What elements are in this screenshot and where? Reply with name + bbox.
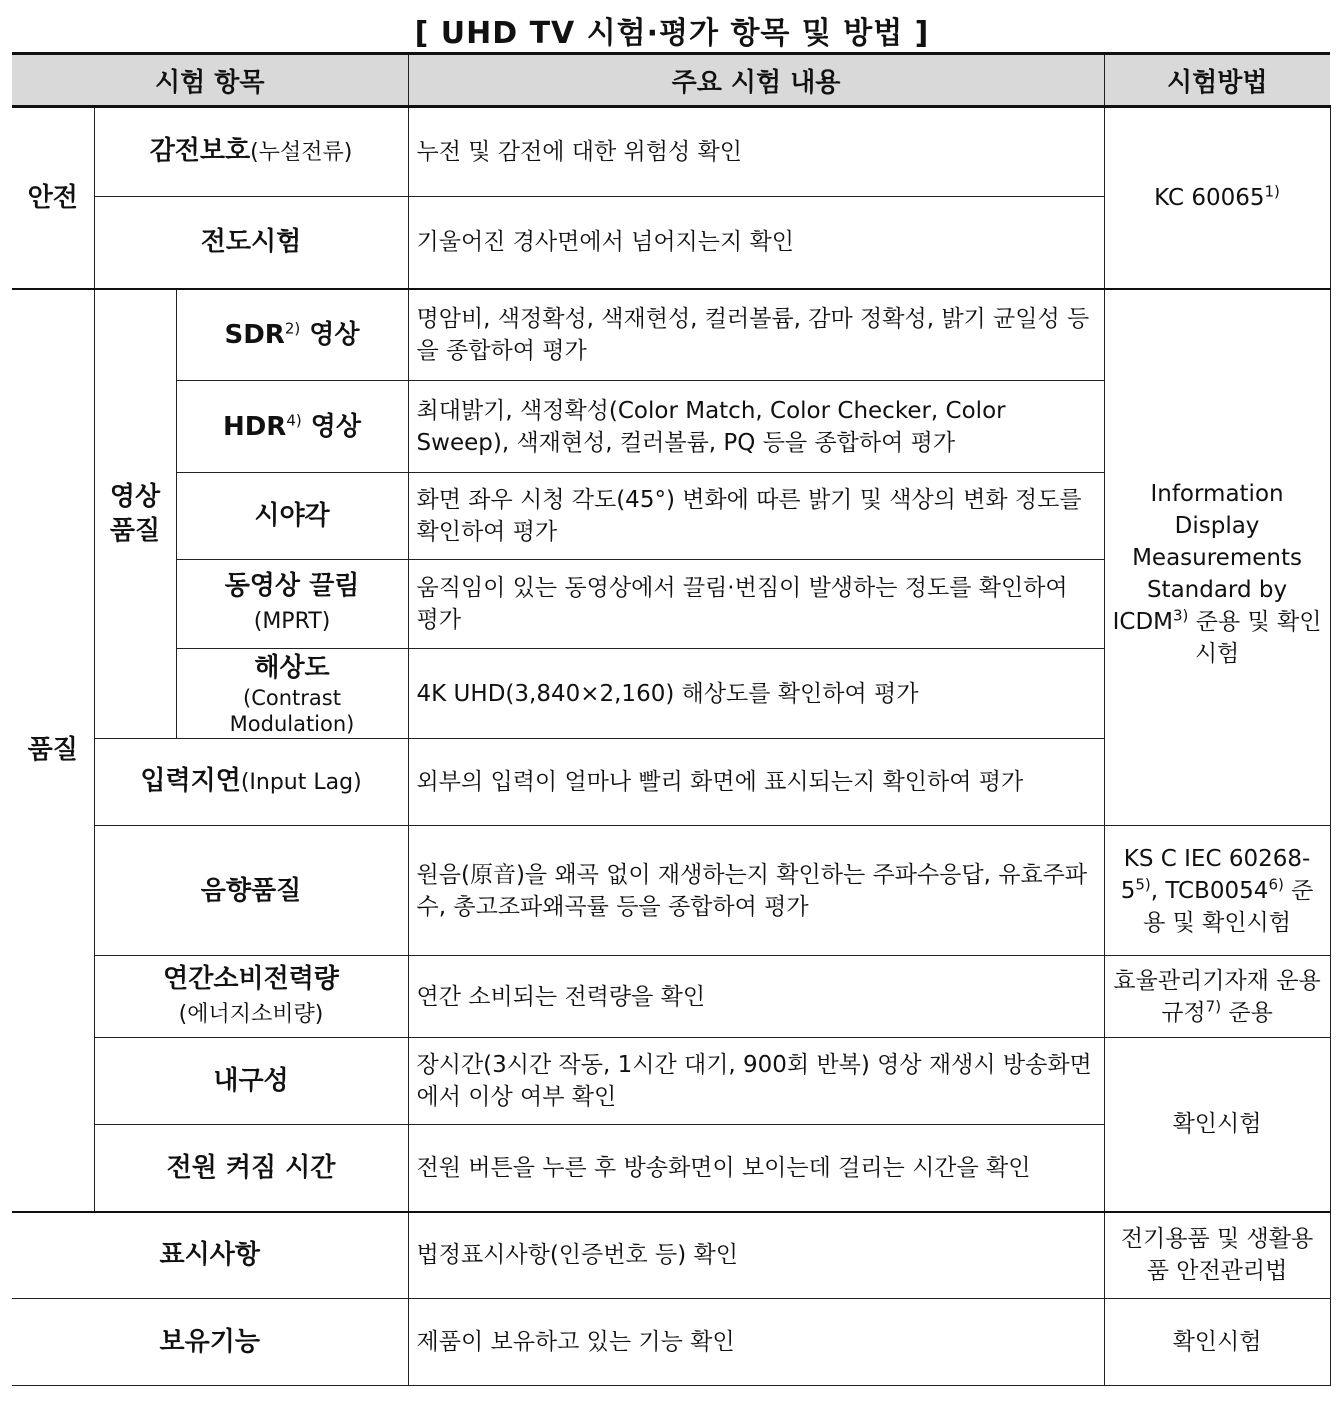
method-confirm: 확인시험 [1104,1038,1330,1212]
method-text: 준용 및 확인시험 [1143,877,1314,936]
method-text: Information Display Measurements Standard by ICDM [1112,480,1302,635]
category-safety: 안전 [12,107,94,289]
item-name: 내구성 [213,1066,289,1096]
footnote-ref: 4) [286,410,302,429]
item-name: 전원 켜짐 시간 [166,1152,336,1183]
method-ks [1104,826,1330,956]
item-hdr [176,381,408,473]
item-labeling [12,1212,408,1299]
page-title: [ UHD TV 시험·평가 항목 및 방법 ] [414,16,930,51]
method-kc [1104,107,1330,289]
item-name: 표시사항 [159,1240,260,1271]
content-hdr: 최대밝기, 색정확성(Color Match, Color Checker, Color Sweep), 색재현성, 컬러볼륨, PQ 등을 종합하여 평가 [408,381,1104,473]
item-power-on [94,1125,408,1212]
method-text: , TCB0054 [1150,877,1269,904]
item-sub: (MPRT) [253,609,331,634]
content-input-lag: 외부의 입력이 얼마나 빨리 화면에 표시되는지 확인하여 평가 [408,739,1104,826]
test-items-table [12,52,1331,1386]
method-text: 준용 [1221,999,1273,1026]
content-sound: 원음(原音)을 왜곡 없이 재생하는지 확인하는 주파수응답, 유효주파수, 총고조파왜곡률 등을 종합하여 평가 [408,826,1104,956]
header-row [12,54,1330,107]
item-sub: (Input Lag) [240,770,362,795]
table-row [12,1212,1330,1299]
category-image-quality: 영상 품질 [94,289,176,739]
content-viewing-angle: 화면 좌우 시청 각도(45°) 변화에 따른 밝기 및 색상의 변화 정도를 확인하여 평가 [408,473,1104,560]
footnote-ref: 1) [1264,182,1280,201]
item-motion-blur [176,560,408,649]
footnote-ref: 3) [1173,605,1189,624]
item-viewing-angle [176,473,408,560]
header-content: 주요 시험 내용 [408,54,1104,107]
method-energy [1104,956,1330,1038]
content-tipover: 기울어진 경사면에서 넘어지는지 확인 [408,197,1104,289]
method-text: KS C IEC 60268-5 [1120,845,1311,904]
content-labeling: 법정표시사항(인증번호 등) 확인 [408,1212,1104,1299]
item-resolution [176,649,408,739]
table-row [12,826,1330,956]
content-resolution: 4K UHD(3,840×2,160) 해상도를 확인하여 평가 [408,649,1104,739]
item-features [12,1299,408,1386]
item-sub: (누설전류) [250,140,353,165]
item-name: 감전보호 [149,136,251,166]
footnote-ref: 7) [1205,996,1222,1015]
item-leakage [94,107,408,197]
table-row [12,1299,1330,1386]
method-text: KC 60065 [1154,184,1265,211]
header-method: 시험방법 [1104,54,1330,107]
content-power: 연간 소비되는 전력량을 확인 [408,956,1104,1038]
item-sub: (에너지소비량) [178,1001,324,1027]
content-leakage: 누전 및 감전에 대한 위험성 확인 [408,107,1104,197]
method-confirm2: 확인시험 [1104,1299,1330,1386]
method-idms [1104,289,1330,826]
item-name-suffix: 영상 [301,411,362,442]
footnote-ref: 2) [284,319,301,338]
item-name: 보유기능 [159,1327,260,1357]
category-quality: 품질 [12,289,94,1212]
item-name: 시야각 [254,501,330,531]
item-name: HDR [222,411,287,442]
item-name: 동영상 끌림 [224,571,360,601]
content-motion-blur: 움직임이 있는 동영상에서 끌림·번짐이 발생하는 정도를 확인하여 평가 [408,560,1104,649]
table-row [12,107,1330,197]
footnote-ref: 6) [1268,874,1284,893]
item-sound [94,826,408,956]
item-input-lag [94,739,408,826]
item-sub: (Contrast Modulation) [229,685,355,736]
table-row [12,289,1330,381]
content-power-on: 전원 버튼을 누른 후 방송화면이 보이는데 걸리는 시간을 확인 [408,1125,1104,1212]
table-row [12,1038,1330,1125]
header-item: 시험 항목 [12,54,408,107]
footnote-ref: 5) [1135,874,1151,893]
item-durability [94,1038,408,1125]
method-text: 효율관리기자재 운용규정 [1113,967,1321,1026]
item-sdr [176,289,408,381]
item-power [94,956,408,1038]
content-sdr: 명암비, 색정확성, 색재현성, 컬러볼륨, 감마 정확성, 밝기 균일성 등을 종합하여 평가 [408,289,1104,381]
table-row [12,956,1330,1038]
item-tipover [94,197,408,289]
content-features: 제품이 보유하고 있는 기능 확인 [408,1299,1104,1386]
method-text-suffix: 준용 및 확인시험 [1188,608,1322,667]
item-name: SDR [224,319,285,350]
item-name-suffix: 영상 [300,319,360,350]
item-name: 전도시험 [200,227,302,258]
item-name: 해상도 [254,652,330,683]
content-durability: 장시간(3시간 작동, 1시간 대기, 900회 반복) 영상 재생시 방송화면에서 이상 여부 확인 [408,1038,1104,1125]
item-name: 음향품질 [200,875,302,906]
method-safety-law: 전기용품 및 생활용품 안전관리법 [1104,1212,1330,1299]
item-name: 연간소비전력량 [163,963,339,994]
item-name: 입력지연 [140,766,241,796]
